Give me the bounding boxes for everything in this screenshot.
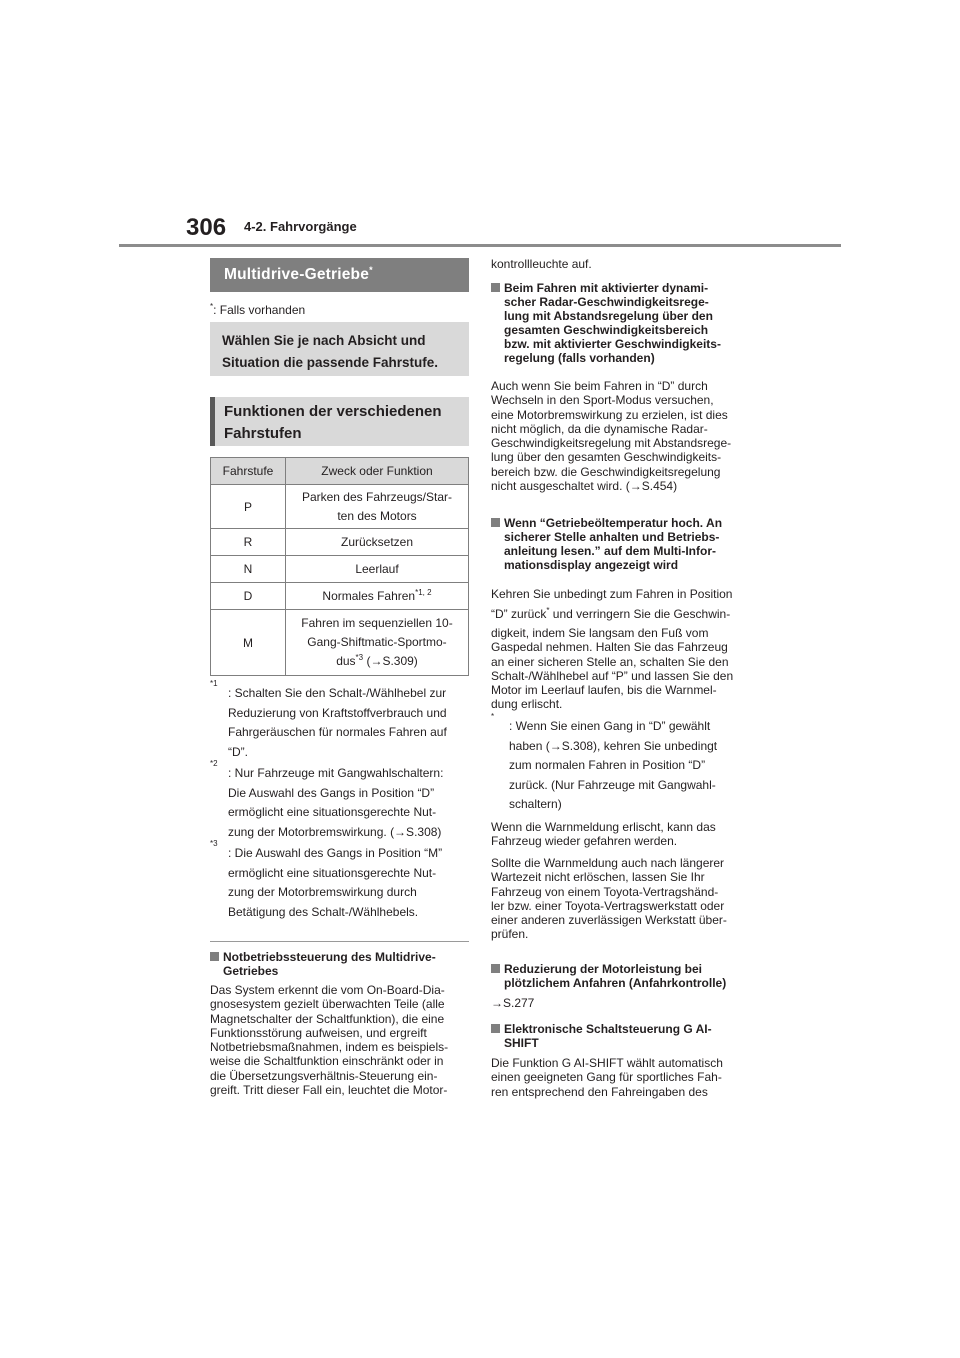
table-row: D Normales Fahren$^{*1, 2}$ [211, 583, 469, 610]
section-body-radar-cruise: Auch wenn Sie beim Fahren in “D” durch Wechseln in den Sport-Modus versuchen, eine Motorbremswirkung zu erzielen, ist dies nicht möglich, da die dynamische Radar- Geschwindigkeitsregelung mit Abstandsrege- lung über den gesamten Geschwindigkeits- bereich bzw. die Geschwindigkeitsregelung nicht ausgeschaltet wird. (→S.454) [491, 379, 732, 494]
square-bullet-icon [491, 283, 500, 292]
header-rule [119, 244, 841, 247]
table-row: R Zurücksetzen [211, 529, 469, 556]
section-heading: Funktionen der verschiedenen Fahrstufen [210, 397, 469, 446]
section-body-oil-temp-d: Sollte die Warnmeldung auch nach längerer Wartezeit nicht erlöschen, lassen Sie Ihr Fahrzeug von einem Toyota-Vertragshänd- ler bzw. einer Toyota-Vertragswerkstatt oder einer anderen zuverlässigen Werkstatt über- prüfen. [491, 856, 727, 942]
gear-table [210, 457, 469, 676]
table-row: N Leerlauf [211, 556, 469, 583]
section-title-emergency: Notbetriebssteuerung des Multidrive- Getriebes [210, 950, 472, 978]
page-number: 306 [186, 214, 227, 241]
table-header-row [211, 458, 469, 485]
main-heading-mark: * [369, 264, 373, 275]
table-note-3: *3 : Die Auswahl des Gangs in Position “M” ermöglicht eine situationsgerechte Nut- zung der Motorbremswirkung durch Betätigung des Schalt-/Wählhebels. [210, 839, 443, 919]
section-body-emergency: Das System erkennt die vom On-Board-Dia- gnosesystem gezielt überwachten Teile (alle Magnetschalter der Schaltfunktion), die eine Funktionsstörung aufweisen, und ergreift Notbetriebsmaßnahmen, indem es beispiels- weise die Schaltfunktion einschränkt oder in die Übersetzungsverhältnis-Steuerung ein- greift. Tritt dieser Fall ein, leuchtet die Motor- [210, 983, 449, 1098]
intro-box [210, 322, 469, 376]
launch-control-reference[interactable]: →S.277 [491, 996, 535, 1010]
section-body-g-ai-shift: Die Funktion G AI-SHIFT wählt automatisch einen geeigneten Gang für sportliches Fah- ren entsprechend den Fahreingaben des [491, 1056, 723, 1099]
section-title-g-ai-shift: Elektronische Schaltsteuerung G AI- SHIFT [491, 1022, 753, 1050]
table-note-1: *1 : Schalten Sie den Schalt-/Wählhebel zur Reduzierung von Kraftstoffverbrauch und Fahrgeräuschen für normales Fahren auf “D”. [210, 679, 447, 759]
chapter-title: 4-2. Fahrvorgänge [244, 219, 357, 234]
square-bullet-icon [491, 1024, 500, 1033]
section-body-oil-temp-a: Kehren Sie unbedingt zum Fahren in Position “D” zurück* und verringern Sie die Geschwin- [491, 587, 733, 621]
availability-footnote: *: Falls vorhanden [210, 302, 306, 317]
table-row: M Fahren im sequenziellen 10- Gang-Shiftmatic-Sportmo- dus$^{*3}$ (→S.309) [211, 610, 469, 676]
column-header-gear: Fahrstufe [211, 458, 286, 485]
section-body-oil-temp-b: digkeit, indem Sie langsam den Fuß vom Gaspedal nehmen. Halten Sie das Fahrzeug an einer sicheren Stelle an, schalten Sie den Schalt-/Wählhebel auf “P” und lassen Sie den Motor im Leerlauf laufen, bis die Warnmel- dung erlischt. [491, 626, 734, 712]
table-row: P Parken des Fahrzeugs/Star- ten des Motors [211, 485, 469, 529]
gear-selector-note: * : Wenn Sie einen Gang in “D” gewählt haben (→S.308), kehren Sie unbedingt zum normalen Fahren in Position “D” zurück. (Nur Fahrzeuge mit Gangwahl- schaltern) [491, 712, 718, 811]
square-bullet-icon [491, 964, 500, 973]
section-title-launch-control: Reduzierung der Motorleistung bei plötzlichem Anfahren (Anfahrkontrolle) [491, 962, 753, 990]
intro-line: Situation die passende Fahrstufe. [222, 355, 439, 370]
main-heading [210, 258, 469, 292]
intro-line: Wählen Sie je nach Absicht und [222, 333, 426, 348]
column-header-function: Zweck oder Funktion [286, 458, 469, 485]
section-body-oil-temp-c: Wenn die Warnmeldung erlischt, kann das Fahrzeug wieder gefahren werden. [491, 820, 716, 849]
continued-text: kontrollleuchte auf. [491, 257, 592, 271]
section-title-radar-cruise: Beim Fahren mit aktivierter dynami- scher Radar-Geschwindigkeitsrege- lung mit Abstandsregelung über den gesamten Geschwindigkeitsbereich bzw. mit aktivierter Geschwindigkeits- regelung (falls vorhanden) [491, 281, 753, 365]
main-heading-text: Multidrive-Getriebe [224, 266, 370, 283]
square-bullet-icon [491, 518, 500, 527]
section-separator [210, 941, 469, 942]
section-title-oil-temp: Wenn “Getriebeöltemperatur hoch. An sicherer Stelle anhalten und Betriebs- anleitung lesen.” auf dem Multi-Infor- mationsdisplay angezeigt wird [491, 516, 753, 572]
square-bullet-icon [210, 952, 219, 961]
table-note-2: *2 : Nur Fahrzeuge mit Gangwahlschaltern: Die Auswahl des Gangs in Position “D” ermöglicht eine situationsgerechte Nut- zung der Motorbremswirkung. (→S.308) [210, 759, 444, 839]
